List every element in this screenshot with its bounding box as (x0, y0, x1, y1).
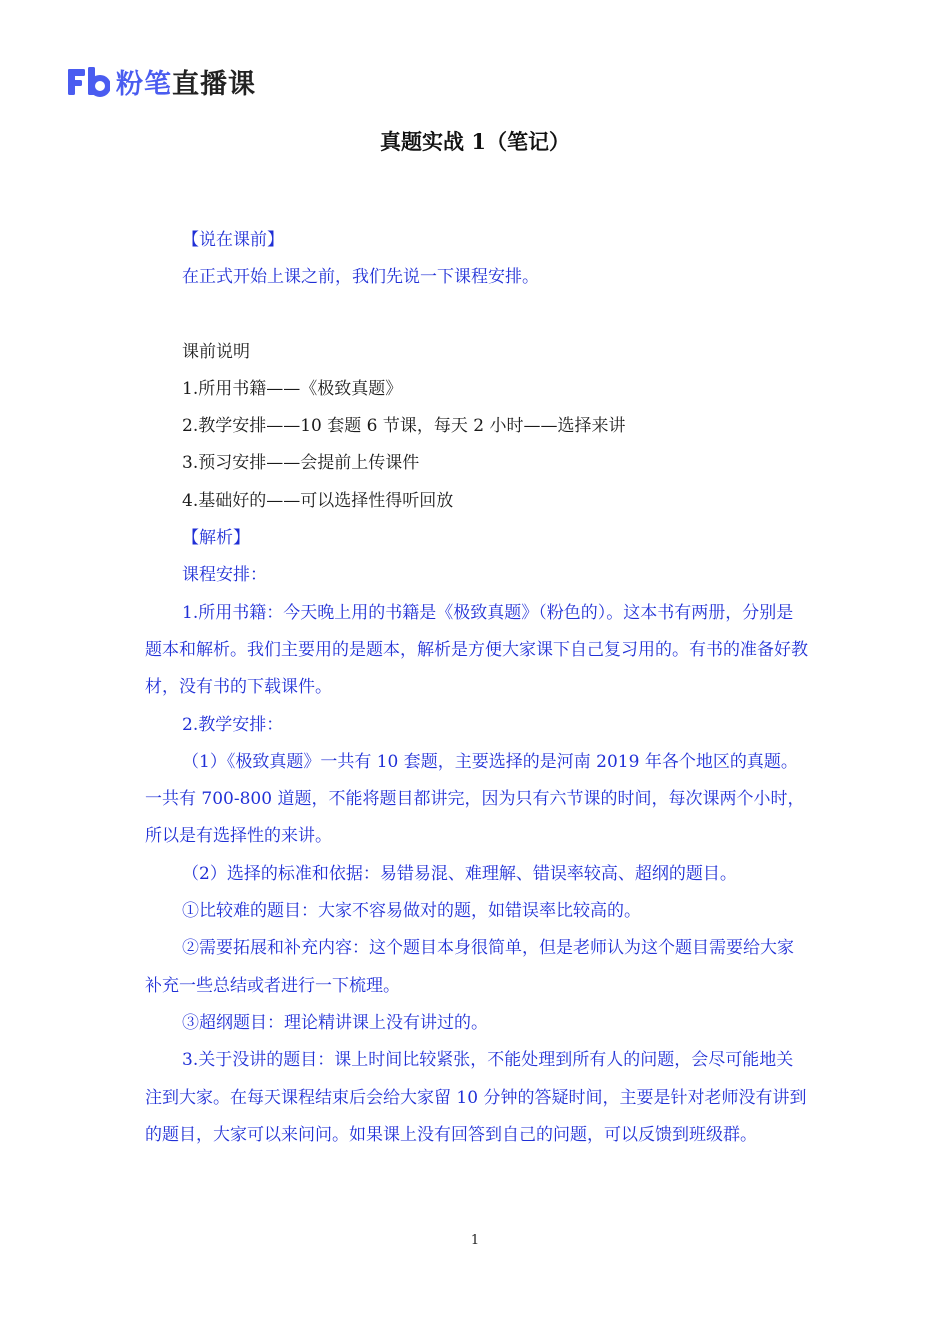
notes-item: 2.教学安排——10 套题 6 节课，每天 2 小时——选择来讲 (182, 416, 626, 437)
document-body (145, 222, 810, 1154)
section-heading-before-class: 【说在课前】 (182, 230, 284, 250)
analysis-paragraph: 3.关于没讲的题目：课上时间比较紧张，不能处理到所有人的问题，会尽可能地关注到大家。在每天课程结束后会给大家留 10 分钟的答疑时间，主要是针对老师没有讲到的题目，大家可以来问问。如果课上没有回答到自己的问题，可以反馈到班级群。 (145, 1050, 807, 1145)
analysis-paragraph: 2.教学安排： (182, 714, 284, 735)
analysis-paragraph: ③超纲题目：理论精讲课上没有讲过的。 (182, 1012, 488, 1033)
analysis-heading: 【解析】 (182, 528, 250, 549)
brand-name-suffix: 直播课 (172, 69, 256, 100)
brand-name (116, 62, 256, 101)
notes-heading: 课前说明 (182, 341, 250, 362)
section-intro: 在正式开始上课之前，我们先说一下课程安排。 (182, 267, 539, 288)
spacer (145, 297, 810, 334)
analysis-paragraph: （2）选择的标准和依据：易错易混、难理解、错误率较高、超纲的题目。 (182, 863, 737, 884)
notes-item: 4.基础好的——可以选择性得听回放 (182, 490, 454, 511)
analysis-paragraph: ②需要拓展和补充内容：这个题目本身很简单，但是老师认为这个题目需要给大家补充一些总结或者进行一下梳理。 (145, 938, 794, 996)
page-number: 1 (470, 1233, 480, 1248)
document-title: 真题实战 1（笔记） (380, 129, 570, 154)
analysis-paragraph: （1）《极致真题》一共有 10 套题，主要选择的是河南 2019 年各个地区的真题。一共有 700-800 道题，不能将题目都讲完，因为只有六节课的时间，每次课两个小时，所以是有选择性的来讲。 (145, 751, 805, 847)
analysis-paragraph: 课程安排： (182, 565, 267, 586)
notes-item: 1.所用书籍——《极致真题》 (182, 378, 403, 399)
analysis-paragraph: 1.所用书籍：今天晚上用的书籍是《极致真题》（粉色的）。这本书有两册，分别是题本和解析。我们主要用的是题本，解析是方便大家课下自己复习用的。有书的准备好教材，没有书的下载课件。 (145, 602, 808, 698)
fb-logo-icon (68, 67, 110, 97)
brand-logo (68, 62, 256, 101)
brand-name-highlight: 粉笔 (116, 69, 172, 100)
notes-item: 3.预习安排——会提前上传课件 (182, 453, 420, 474)
analysis-paragraph: ①比较难的题目：大家不容易做对的题，如错误率比较高的。 (182, 901, 641, 922)
